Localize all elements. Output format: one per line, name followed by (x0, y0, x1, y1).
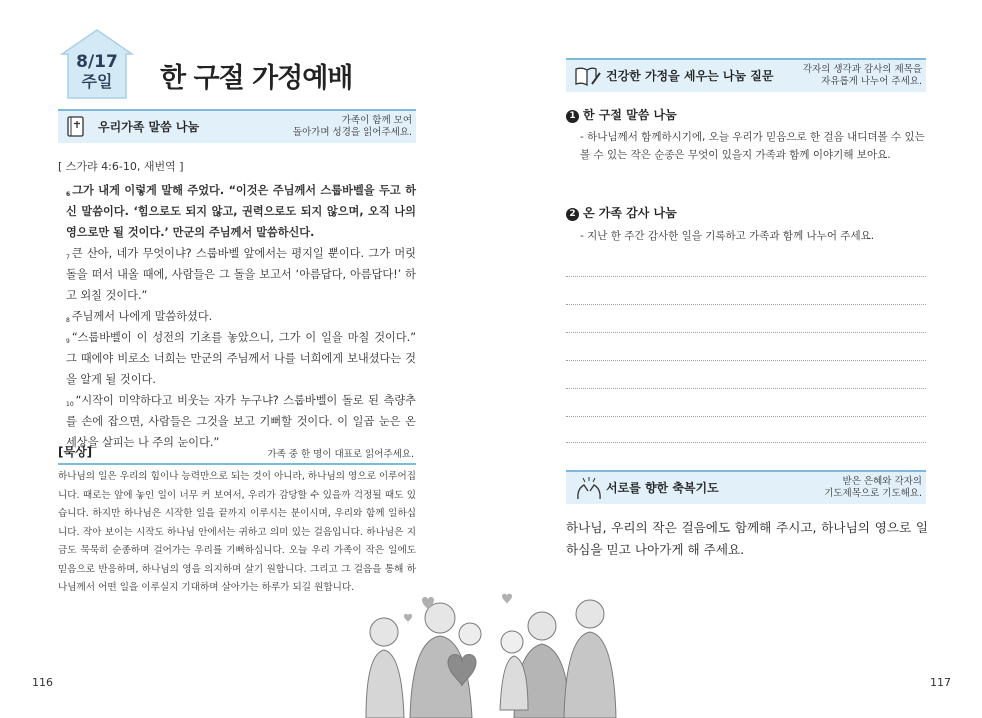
question-2-text: - 지난 한 주간 감사한 일을 기록하고 가족과 함께 나누어 주세요. (580, 230, 875, 242)
date-badge (60, 28, 134, 100)
section-note: 가족이 함께 모여 돌아가며 성경을 읽어주세요. (292, 115, 412, 138)
family-illustration (352, 590, 622, 718)
meditation-body: 하나님의 일은 우리의 힘이나 능력만으로 되는 것이 아니라, 하나님의 영으로 이루어집니다. 때로는 앞에 놓인 일이 너무 커 보여서, 우리가 감당할 수 있을까 걱정될 때도 있습니다. 하지만 하나님은 시작한 일을 끝까지 이루시는 분이시며, 우리와 함께 일하십니다. 작아 보이는 시작도 하나님 안에서는 귀하고 의미 있는 걸음입니다. 하나님은 지금도 묵묵히 순종하며 걸어가는 우리를 기뻐하십니다. 오늘 우리 가족이 작은 일에도 믿음으로 반응하며, 하나님의 영을 의지하며 살기 원합니다. 그리고 그 걸음을 통해 하나님께서 어떤 일을 이루실지 기대하며 살아가는 하루가 되길 원합니다. (58, 471, 416, 593)
verse-10: $^{10}$ “시작이 미약하다고 비웃는 자가 누구냐? 스룹바벨이 돌로 된 측량추를 손에 잡으면, 사람들은 그것을 보고 기뻐할 것이다. 이 일곱 눈은 온 세상을 살피는 나 주의 눈이다.” (66, 394, 416, 449)
word-sharing-header (58, 109, 416, 143)
praying-hands-icon (574, 477, 604, 501)
date-label: 8/17 (76, 52, 118, 72)
page-number-left: 116 (32, 676, 53, 689)
writing-line[interactable] (566, 276, 926, 277)
question-1-text: - 하나님께서 함께하시기에, 오늘 우리가 믿음으로 한 걸음 내디뎌볼 수 있는 볼 수 있는 작은 순종은 무엇이 있을지 가족과 함께 이야기해 보아요. (580, 131, 925, 161)
meditation-note: 가족 중 한 명이 대표로 읽어주세요. (267, 449, 414, 460)
writing-line[interactable] (566, 332, 926, 333)
verse-8: $^8$ 주님께서 나에게 말씀하셨다. (66, 310, 213, 324)
section-note: 각자의 생각과 감사의 제목을 자유롭게 나누어 주세요. (802, 64, 922, 87)
blessing-prayer-header (566, 470, 926, 504)
verse-7: $^7$ 큰 산아, 네가 무엇이냐? 스룹바벨 앞에서는 평지일 뿐이다. 그가 머릿돌을 떠서 내올 때에, 사람들은 그 돌을 보고서 ‘아름답다, 아름답다!’ 하고 외칠 것이다.” (66, 247, 416, 302)
question-2-title: 2 온 가족 감사 나눔 (566, 204, 677, 221)
writing-line[interactable] (566, 388, 926, 389)
closing-prayer: 하나님, 우리의 작은 걸음에도 함께해 주시고, 하나님의 영으로 일하심을 믿고 나아가게 해 주세요. (566, 520, 928, 557)
sharing-questions-header (566, 58, 926, 92)
bible-icon (66, 116, 86, 138)
scripture-passage (58, 180, 416, 453)
page-title: 한 구절 가정예배 (160, 63, 353, 94)
writing-line[interactable] (566, 360, 926, 361)
section-title: 서로를 향한 축복기도 (606, 481, 719, 495)
meditation-title: [묵상] (58, 445, 93, 459)
weekday-label: 주일 (81, 72, 113, 91)
meditation-header (58, 443, 416, 465)
writing-line[interactable] (566, 304, 926, 305)
question-1-title: 1 한 구절 말씀 나눔 (566, 106, 677, 123)
section-title: 우리가족 말씀 나눔 (98, 120, 200, 134)
writing-line[interactable] (566, 442, 926, 443)
scripture-reference: [ 스가랴 4:6-10, 새번역 ] (58, 160, 184, 173)
section-title: 건강한 가정을 세우는 나눔 질문 (606, 69, 774, 83)
page-number-right: 117 (930, 676, 951, 689)
writing-line[interactable] (566, 416, 926, 417)
section-note: 받은 은혜와 각자의 기도제목으로 기도해요. (824, 476, 922, 499)
verse-6: $^6$ 그가 내게 이렇게 말해 주었다. “이것은 주님께서 스룹바벨을 두고 하신 말씀이다. ‘힘으로도 되지 않고, 권력으로도 되지 않으며, 오직 나의 영으로만 될 것이다.’ 만군의 주님께서 말씀하신다. (66, 184, 416, 239)
verse-9: $^9$ “스룹바벨이 이 성전의 기초를 놓았으니, 그가 이 일을 마칠 것이다.” 그 때에야 비로소 너희는 만군의 주님께서 나를 너희에게 보내셨다는 것을 알게 될 것이다. (66, 331, 416, 386)
book-pen-icon (574, 65, 602, 87)
